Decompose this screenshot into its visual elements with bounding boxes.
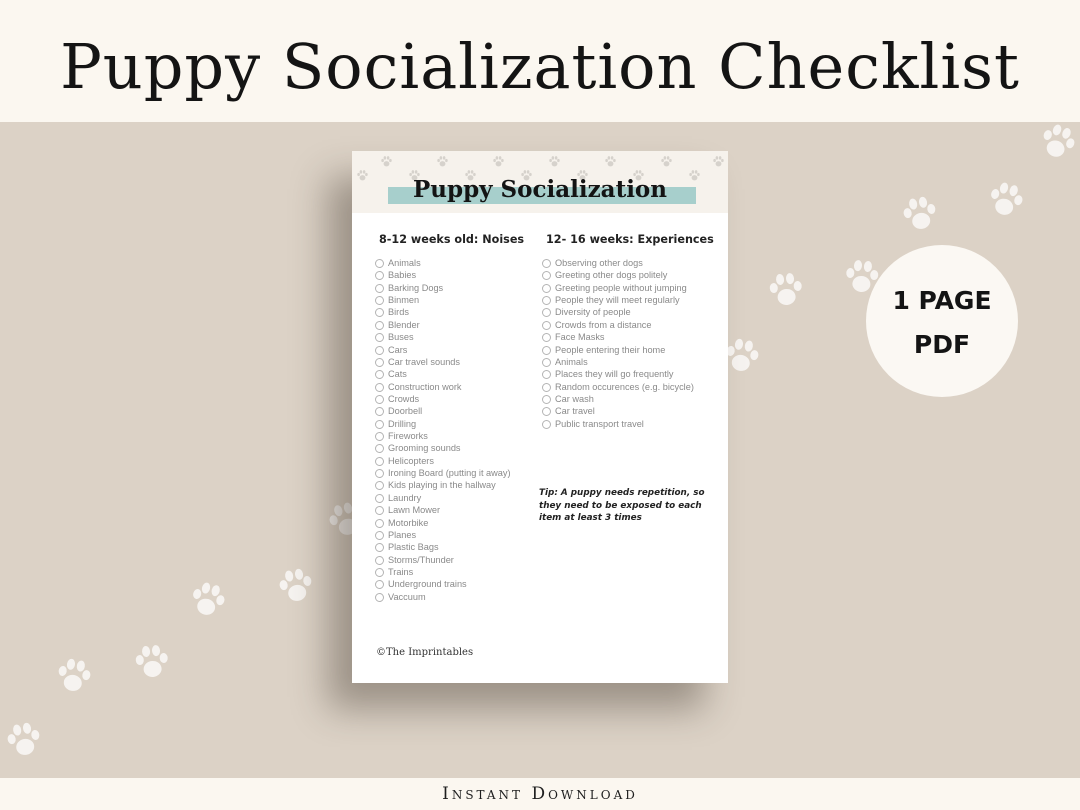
- circle-checkbox-icon[interactable]: [542, 271, 551, 280]
- circle-checkbox-icon[interactable]: [542, 284, 551, 293]
- circle-checkbox-icon[interactable]: [375, 432, 384, 441]
- checklist-item-label: Buses: [388, 332, 414, 343]
- circle-checkbox-icon[interactable]: [375, 593, 384, 602]
- checklist-item-label: Car travel: [555, 406, 595, 417]
- circle-checkbox-icon[interactable]: [375, 506, 384, 515]
- checklist-item: [375, 344, 511, 356]
- checklist-item-label: Diversity of people: [555, 307, 631, 318]
- checklist-item: [375, 257, 511, 269]
- paw-print-icon: [897, 191, 943, 237]
- badge-line-1: 1 PAGE: [892, 286, 992, 315]
- checklist-item: [375, 529, 511, 541]
- checklist-item: [375, 467, 511, 479]
- copyright-credit: ©The Imprintables: [376, 647, 474, 658]
- circle-checkbox-icon[interactable]: [542, 296, 551, 305]
- paw-print-icon: [184, 576, 233, 625]
- checklist-item-label: Animals: [388, 258, 421, 268]
- circle-checkbox-icon[interactable]: [375, 444, 384, 453]
- checklist-item-label: Lawn Mower: [388, 505, 441, 516]
- page-title: Puppy Socialization Checklist: [60, 30, 1020, 103]
- paw-print-icon: [130, 640, 173, 683]
- circle-checkbox-icon[interactable]: [375, 531, 384, 540]
- circle-checkbox-icon[interactable]: [375, 259, 384, 268]
- checklist-item-label: Random occurences (e.g. bicycle): [555, 381, 694, 392]
- circle-checkbox-icon[interactable]: [375, 457, 384, 466]
- checklist-item: [375, 368, 511, 380]
- tip-text: Tip: A puppy needs repetition, so they need to be exposed to each item at least 3 times: [539, 488, 705, 524]
- checklist-item: [375, 319, 511, 331]
- checklist-item-label: Drilling: [388, 418, 417, 429]
- checklist-item-label: Places they will go frequently: [555, 369, 674, 380]
- checklist-item: [542, 344, 694, 356]
- circle-checkbox-icon[interactable]: [375, 469, 384, 478]
- circle-checkbox-icon[interactable]: [542, 407, 551, 416]
- circle-checkbox-icon[interactable]: [375, 296, 384, 305]
- checklist-item-label: Babies: [388, 270, 417, 281]
- checklist-item-label: Binmen: [388, 295, 420, 306]
- checklist-item-label: Car wash: [555, 393, 594, 404]
- paw-print-icon: [492, 155, 505, 168]
- checklist-item-label: Vaccuum: [388, 591, 426, 602]
- checklist-item: [375, 381, 511, 393]
- document-title: Puppy Socialization: [412, 176, 667, 203]
- checklist-item: [375, 405, 511, 417]
- left-column-heading: 8-12 weeks old: Noises: [379, 233, 525, 246]
- checklist-item: [375, 331, 511, 343]
- circle-checkbox-icon[interactable]: [542, 370, 551, 379]
- checklist-item: [542, 418, 694, 430]
- footer-band: [0, 778, 1080, 810]
- circle-checkbox-icon[interactable]: [375, 568, 384, 577]
- checklist-item-label: Kids playing in the hallway: [388, 480, 496, 491]
- checklist-item: [375, 517, 511, 529]
- checklist-item-label: Underground trains: [388, 579, 467, 590]
- right-column-heading: 12- 16 weeks: Experiences: [546, 233, 714, 246]
- circle-checkbox-icon[interactable]: [375, 556, 384, 565]
- checklist-item-label: Cats: [388, 369, 407, 380]
- checklist-item: [375, 591, 511, 603]
- checklist-item-label: Animals: [555, 356, 588, 367]
- checklist-item-label: Plastic Bags: [388, 542, 439, 553]
- checklist-item-label: Crowds: [388, 393, 420, 404]
- checklist-item-label: Greeting other dogs politely: [555, 270, 668, 281]
- paw-print-icon: [1, 717, 47, 763]
- checklist-item: [542, 393, 694, 405]
- checklist-item: [375, 269, 511, 281]
- circle-checkbox-icon[interactable]: [375, 407, 384, 416]
- checklist-item-label: People entering their home: [555, 344, 666, 355]
- paw-print-icon: [273, 563, 319, 609]
- checklist-item-label: Trains: [388, 566, 414, 577]
- circle-checkbox-icon[interactable]: [375, 284, 384, 293]
- paw-print-icon: [548, 155, 561, 168]
- checklist-document: [352, 151, 728, 683]
- checklist-item-label: Birds: [388, 307, 409, 318]
- circle-checkbox-icon[interactable]: [542, 395, 551, 404]
- checklist-item-label: Crowds from a distance: [555, 319, 652, 330]
- checklist-item: [375, 554, 511, 566]
- circle-checkbox-icon[interactable]: [375, 580, 384, 589]
- circle-checkbox-icon[interactable]: [375, 358, 384, 367]
- checklist-item: [375, 393, 511, 405]
- checklist-item-label: Motorbike: [388, 517, 429, 528]
- circle-checkbox-icon[interactable]: [375, 420, 384, 429]
- checklist-item: [542, 368, 694, 380]
- badge-line-2: PDF: [913, 330, 971, 359]
- circle-checkbox-icon[interactable]: [375, 271, 384, 280]
- page-count-badge: [866, 245, 1018, 397]
- checklist-item: [542, 319, 694, 331]
- header-band: [0, 0, 1080, 122]
- circle-checkbox-icon[interactable]: [375, 308, 384, 317]
- checklist-item-label: Cars: [388, 344, 408, 355]
- circle-checkbox-icon[interactable]: [375, 346, 384, 355]
- checklist-item: [542, 331, 694, 343]
- checklist-item: [375, 356, 511, 368]
- checklist-item-label: Face Masks: [555, 332, 605, 343]
- checklist-item: [542, 257, 694, 269]
- circle-checkbox-icon[interactable]: [375, 321, 384, 330]
- paw-print-icon: [380, 155, 393, 168]
- paw-print-icon: [982, 176, 1031, 225]
- document-header: [352, 151, 728, 213]
- checklist-item: [542, 381, 694, 393]
- checklist-item: [375, 504, 511, 516]
- circle-checkbox-icon[interactable]: [375, 494, 384, 503]
- noises-checklist: [375, 257, 511, 603]
- paw-print-icon: [712, 155, 725, 168]
- checklist-item-label: Planes: [388, 529, 417, 540]
- paw-print-icon: [764, 268, 807, 311]
- circle-checkbox-icon[interactable]: [542, 259, 551, 268]
- circle-checkbox-icon[interactable]: [542, 321, 551, 330]
- checklist-item-label: Fireworks: [388, 431, 428, 442]
- checklist-item: [375, 541, 511, 553]
- paw-print-icon: [604, 155, 617, 168]
- checklist-item: [375, 442, 511, 454]
- checklist-item: [375, 479, 511, 491]
- checklist-item: [375, 566, 511, 578]
- circle-checkbox-icon[interactable]: [375, 383, 384, 392]
- checklist-item-label: Public transport travel: [555, 418, 644, 429]
- checklist-item: [375, 430, 511, 442]
- checklist-item: [542, 356, 694, 368]
- paw-print-icon: [660, 155, 673, 168]
- circle-checkbox-icon[interactable]: [542, 358, 551, 367]
- paw-print-icon: [51, 653, 97, 699]
- checklist-item: [542, 269, 694, 281]
- circle-checkbox-icon[interactable]: [542, 333, 551, 342]
- circle-checkbox-icon[interactable]: [542, 420, 551, 429]
- circle-checkbox-icon[interactable]: [542, 308, 551, 317]
- circle-checkbox-icon[interactable]: [375, 333, 384, 342]
- checklist-item: [375, 492, 511, 504]
- checklist-item-label: People they will meet regularly: [555, 295, 680, 306]
- circle-checkbox-icon[interactable]: [375, 519, 384, 528]
- circle-checkbox-icon[interactable]: [375, 370, 384, 379]
- checklist-item-label: Helicopters: [388, 455, 434, 466]
- checklist-item-label: Observing other dogs: [555, 258, 643, 268]
- circle-checkbox-icon[interactable]: [375, 543, 384, 552]
- checklist-item: [542, 405, 694, 417]
- circle-checkbox-icon[interactable]: [542, 383, 551, 392]
- paw-print-icon: [1032, 122, 1080, 168]
- checklist-item-label: Storms/Thunder: [388, 554, 454, 565]
- checklist-item: [542, 294, 694, 306]
- checklist-item: [375, 418, 511, 430]
- checklist-item-label: Doorbell: [388, 406, 423, 417]
- circle-checkbox-icon[interactable]: [542, 346, 551, 355]
- instant-download-label: Instant Download: [442, 784, 638, 804]
- experiences-checklist: [542, 257, 694, 430]
- checklist-item-label: Grooming sounds: [388, 443, 461, 454]
- checklist-item-label: Car travel sounds: [388, 356, 461, 367]
- checklist-item: [542, 282, 694, 294]
- checklist-item: [375, 282, 511, 294]
- checklist-item-label: Blender: [388, 319, 420, 330]
- checklist-item-label: Construction work: [388, 381, 462, 392]
- checklist-item: [375, 294, 511, 306]
- checklist-item: [542, 306, 694, 318]
- checklist-item-label: Greeting people without jumping: [555, 282, 687, 293]
- checklist-item: [375, 306, 511, 318]
- checklist-item-label: Barking Dogs: [388, 282, 444, 293]
- checklist-item-label: Laundry: [388, 492, 422, 503]
- paw-print-icon: [436, 155, 449, 168]
- checklist-item-label: Ironing Board (putting it away): [388, 468, 511, 479]
- circle-checkbox-icon[interactable]: [375, 481, 384, 490]
- checklist-item: [375, 455, 511, 467]
- circle-checkbox-icon[interactable]: [375, 395, 384, 404]
- checklist-item: [375, 578, 511, 590]
